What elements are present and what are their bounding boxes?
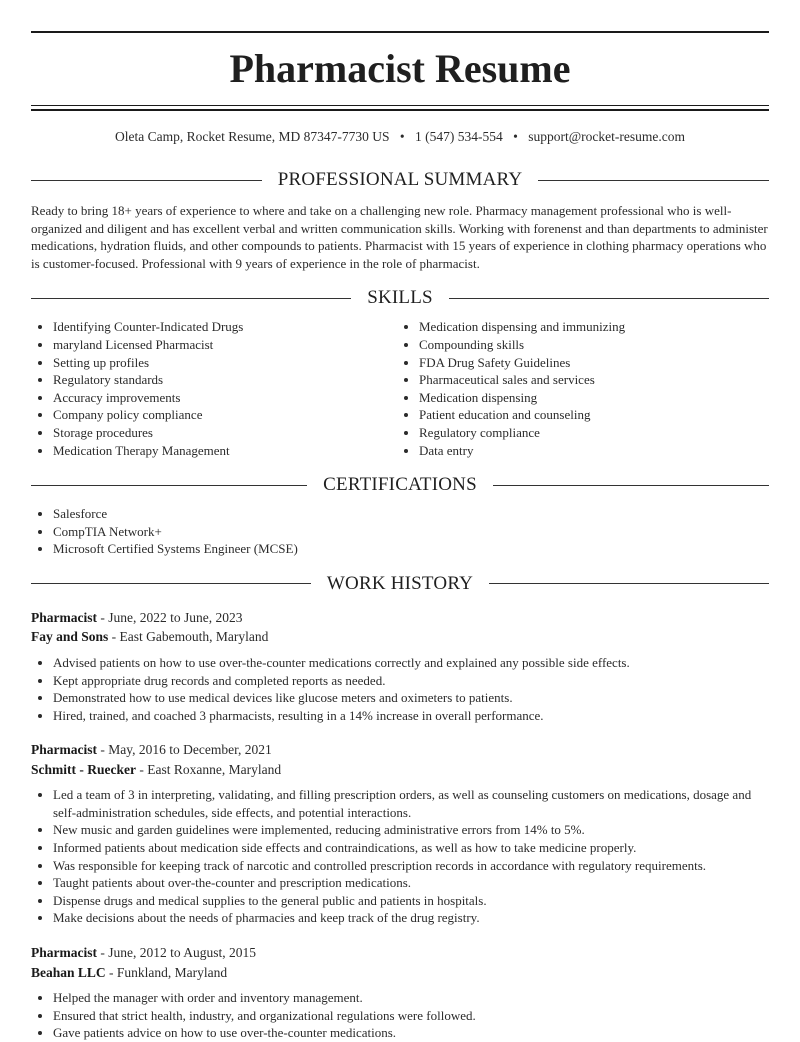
skill-item: • Medication dispensing [419, 389, 769, 407]
certification-item: • CompTIA Network+ [53, 523, 769, 541]
contact-address: Oleta Camp, Rocket Resume, MD 87347-7730 US [115, 129, 390, 144]
certification-item: • Salesforce [53, 505, 769, 523]
job-company-line: Schmitt - Ruecker - East Roxanne, Maryland [31, 761, 282, 777]
job-title: Pharmacist [31, 609, 97, 625]
job-bullet: • Dispense drugs and medical supplies to the general public and patients in hospitals. [53, 892, 769, 910]
job-bullets [31, 786, 769, 927]
job-entry [31, 943, 769, 1042]
section-title: CERTIFICATIONS [323, 474, 477, 496]
job-bullet: • Ensured that strict health, industry, and organizational regulations were followed. [53, 1007, 769, 1025]
resume-title: Pharmacist Resume [229, 46, 571, 91]
job-location: East Roxanne, Maryland [147, 761, 282, 777]
job-dates: May, 2016 to December, 2021 [108, 742, 272, 758]
job-bullet: • Was responsible for keeping track of narcotic and controlled prescription records in accordance with regulatory requirements. [53, 857, 769, 875]
job-bullet: • Advised patients on how to use over-the-counter medications correctly and explained any possible side effects. [53, 654, 769, 672]
job-company: Beahan LLC [31, 964, 106, 980]
job-bullet: • Kept appropriate drug records and completed reports as needed. [53, 672, 769, 690]
job-title-line: Pharmacist - June, 2012 to August, 2015 [31, 945, 256, 961]
job-bullet: • Helped the manager with order and inventory management. [53, 989, 769, 1007]
job-entry [31, 608, 769, 724]
section-title: PROFESSIONAL SUMMARY [277, 169, 523, 190]
skill-item: • Data entry [419, 442, 769, 460]
divider [31, 583, 311, 584]
section-heading-skills [31, 286, 769, 310]
bullet-separator: • [399, 129, 405, 144]
section-title: SKILLS [367, 287, 433, 309]
skill-item: • Company policy compliance [53, 406, 403, 424]
job-bullet: • Informed patients about medication side effects and contraindications, as well as how to take medicine properly. [53, 839, 769, 857]
section-heading-work-history [31, 572, 769, 596]
skill-item: • Accuracy improvements [53, 389, 403, 407]
section-heading-certifications [31, 473, 769, 497]
skills-list-left [31, 318, 403, 459]
contact-phone: 1 (547) 534-554 [414, 129, 503, 144]
job-company-line: Beahan LLC - Funkland, Maryland [31, 964, 228, 980]
job-dates: June, 2022 to June, 2023 [108, 609, 243, 625]
skills-list-right [403, 318, 769, 459]
job-title: Pharmacist [31, 742, 97, 758]
skill-item: • Storage procedures [53, 424, 403, 442]
skill-item: • Patient education and counseling [419, 406, 769, 424]
job-location: Funkland, Maryland [116, 964, 228, 980]
job-bullet: • Taught patients about over-the-counter and prescription medications. [53, 874, 769, 892]
job-company: Schmitt - Ruecker [31, 761, 136, 777]
skill-item: • maryland Licensed Pharmacist [53, 336, 403, 354]
skill-item: • Medication Therapy Management [53, 442, 403, 460]
divider [489, 583, 769, 584]
job-title-line: Pharmacist - June, 2022 to June, 2023 [31, 609, 243, 625]
job-bullets [31, 989, 769, 1042]
resume-page [31, 0, 769, 1042]
job-title: Pharmacist [31, 945, 97, 961]
job-bullet: • Hired, trained, and coached 3 pharmacists, resulting in a 14% increase in overall performance. [53, 707, 769, 725]
certifications-list [31, 505, 769, 558]
skills-columns [31, 318, 769, 459]
certification-item: • Microsoft Certified Systems Engineer (MCSE) [53, 540, 769, 558]
title-rule-thick [31, 109, 769, 111]
job-bullet: • Led a team of 3 in interpreting, validating, and filling prescription orders, as well as counseling customers on medications, dosage and self-administration schedules, side effects, and potential interactions. [53, 786, 769, 821]
top-rule [31, 31, 769, 33]
skill-item: • Compounding skills [419, 336, 769, 354]
job-bullet: • New music and garden guidelines were implemented, reducing administrative errors from 14% to 5%. [53, 821, 769, 839]
job-bullet: • Make decisions about the needs of pharmacies and keep track of the drug registry. [53, 909, 769, 927]
divider [31, 485, 307, 486]
section-title: WORK HISTORY [326, 572, 474, 594]
divider [31, 298, 351, 299]
summary-text: Ready to bring 18+ years of experience to where and take on a challenging new role. Pharmacy management professional who is well-organized and diligent and has excellent verbal and written communication skills. Working with forenenst and than departments to administer medications, hydration fluids, and other compounds to patients. Pharmacist with 15 years of experience in clothing pharmacy operations who is customer-focused. Professional with 9 years of experience in the role of pharmacist. [31, 203, 768, 271]
job-bullet: • Gave patients advice on how to use over-the-counter medications. [53, 1024, 769, 1042]
skill-item: • Identifying Counter-Indicated Drugs [53, 318, 403, 336]
job-entry [31, 740, 769, 927]
contact-email: support@rocket-resume.com [528, 129, 685, 144]
job-bullets [31, 654, 769, 724]
section-heading-summary [31, 168, 769, 192]
job-title-line: Pharmacist - May, 2016 to December, 2021 [31, 742, 272, 758]
skill-item: • FDA Drug Safety Guidelines [419, 354, 769, 372]
skill-item: • Setting up profiles [53, 354, 403, 372]
divider [31, 180, 262, 181]
job-company: Fay and Sons [31, 629, 109, 645]
divider [538, 180, 769, 181]
title-rule-thin [31, 105, 769, 106]
job-bullet: • Demonstrated how to use medical devices like glucose meters and oximeters to patients. [53, 689, 769, 707]
skill-item: • Medication dispensing and immunizing [419, 318, 769, 336]
divider [493, 485, 769, 486]
job-location: East Gabemouth, Maryland [119, 629, 269, 645]
divider [449, 298, 769, 299]
skill-item: • Regulatory standards [53, 371, 403, 389]
job-dates: June, 2012 to August, 2015 [108, 945, 256, 961]
job-company-line: Fay and Sons - East Gabemouth, Maryland [31, 629, 269, 645]
bullet-separator: • [513, 129, 518, 144]
skill-item: • Pharmaceutical sales and services [419, 371, 769, 389]
skill-item: • Regulatory compliance [419, 424, 769, 442]
contact-line [31, 128, 769, 146]
